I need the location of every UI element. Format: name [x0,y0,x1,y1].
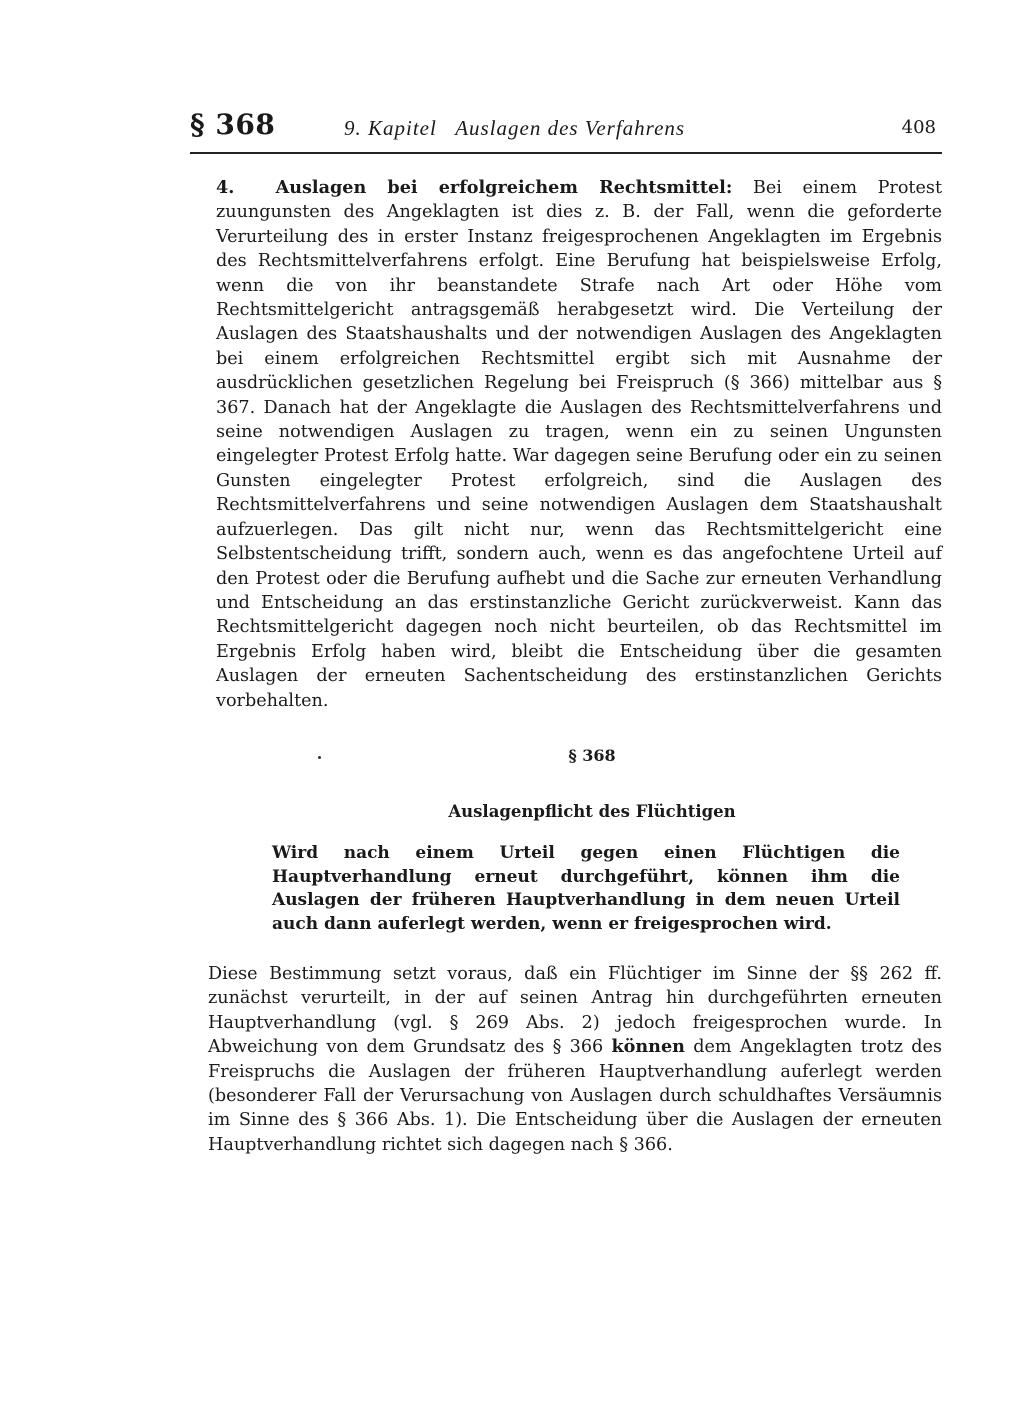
note-heading: Auslagen bei erfolgreichem Rechtsmittel: [275,177,733,198]
note-body-text: Bei einem Protest zuungunsten des Angeklagten ist dies z. B. der Fall, wenn die geforderte Verurteilung des in erster Instanz freigesprochenen Angeklagten im Ergebnis des Rechtsmittelverfahrens erfolgt. Eine Berufung hat beispielsweise Erfolg, wenn die von ihr beanstandete Strafe nach Art oder Höhe vom Rechtsmittelgericht antragsgemäß herabgesetzt wird. Die Verteilung der Auslagen des Staatshaushalts und der notwendigen Auslagen des Angeklagten bei einem erfolgreichen Rechtsmittel ergibt sich mit Ausnahme der ausdrücklichen gesetzlichen Regelung bei Freispruch (§ 366) mittelbar aus § 367. Danach hat der Angeklagte die Auslagen des Rechtsmittelverfahrens und seine notwendigen Auslagen zu tragen, wenn ein zu seinen Ungunsten eingelegter Protest Erfolg hatte. War dagegen seine Berufung oder ein zu seinen Gunsten eingelegter Protest erfolgreich, sind die Auslagen des Rechtsmittelverfahrens und seine notwendigen Auslagen dem Staatshaushalt aufzuerlegen. Das gilt nicht nur, wenn das Rechtsmittelgericht eine Selbstentscheidung trifft, sondern auch, wenn es das angefochtene Urteil auf den Protest oder die Berufung aufhebt und die Sache zur erneuten Verhandlung und Entscheidung an das erstinstanzliche Gericht zurückverweist. Kann das Rechtsmittelgericht dagegen noch nicht beurteilen, ob das Rechtsmittel im Ergebnis Erfolg haben wird, bleibt die Entscheidung über die gesamten Auslagen der erneuten Sachentscheidung des erstinstanzlichen Gerichts vorbehalten. [216,178,943,711]
note-number: 4. [216,177,235,198]
paragraph-title: Auslagenpflicht des Flüchtigen [448,802,736,821]
commentary-paragraph-368 [190,962,942,1157]
page-number: 408 [901,117,936,138]
commentary-368-body [190,962,942,1157]
header-rule [190,152,942,154]
header-chapter-title: 9. Kapitel Auslagen des Verfahrens [344,116,686,140]
commentary-368-text-after: dem Angeklagten trotz des Freispruchs die Auslagen der früheren Hauptverhandlung auferlegt werden (besonderer Fall der Verursachung von Auslagen durch schuldhaftes Versäumnis im Sinne des § 366 Abs. 1). Die Entscheidung über die Auslagen der erneuten Hauptverhandlung richtet sich dagegen nach § 366. [208,1037,942,1155]
statute-text [246,842,900,936]
header-section-number: § 368 [190,108,276,141]
paragraph-number: § 368 [568,746,616,765]
commentary-note-4 [190,176,942,713]
commentary-368-text: Diese Bestimmung setzt voraus, daß ein Flüchtiger im Sinne der §§ 262 ff. zunächst verurteilt, in der auf seinen Antrag hin durchgeführten erneuten Hauptverhandlung (vgl. § 269 Abs. 2) jedoch freigesprochen wurde. In Abweichung von dem Grundsatz des § 366 [208,964,942,1058]
commentary-368-emphasis: können [611,1036,685,1058]
commentary-note-4-paragraph [190,176,942,713]
statute-text-body: Wird nach einem Urteil gegen einen Flüchtigen die Hauptverhandlung erneut durchgeführt, können ihm die Auslagen der früheren Hauptverhandlung in dem neuen Urteil auch dann auferlegt werden, wenn er freigesprochen wird. [272,843,900,934]
running-header [190,108,942,148]
